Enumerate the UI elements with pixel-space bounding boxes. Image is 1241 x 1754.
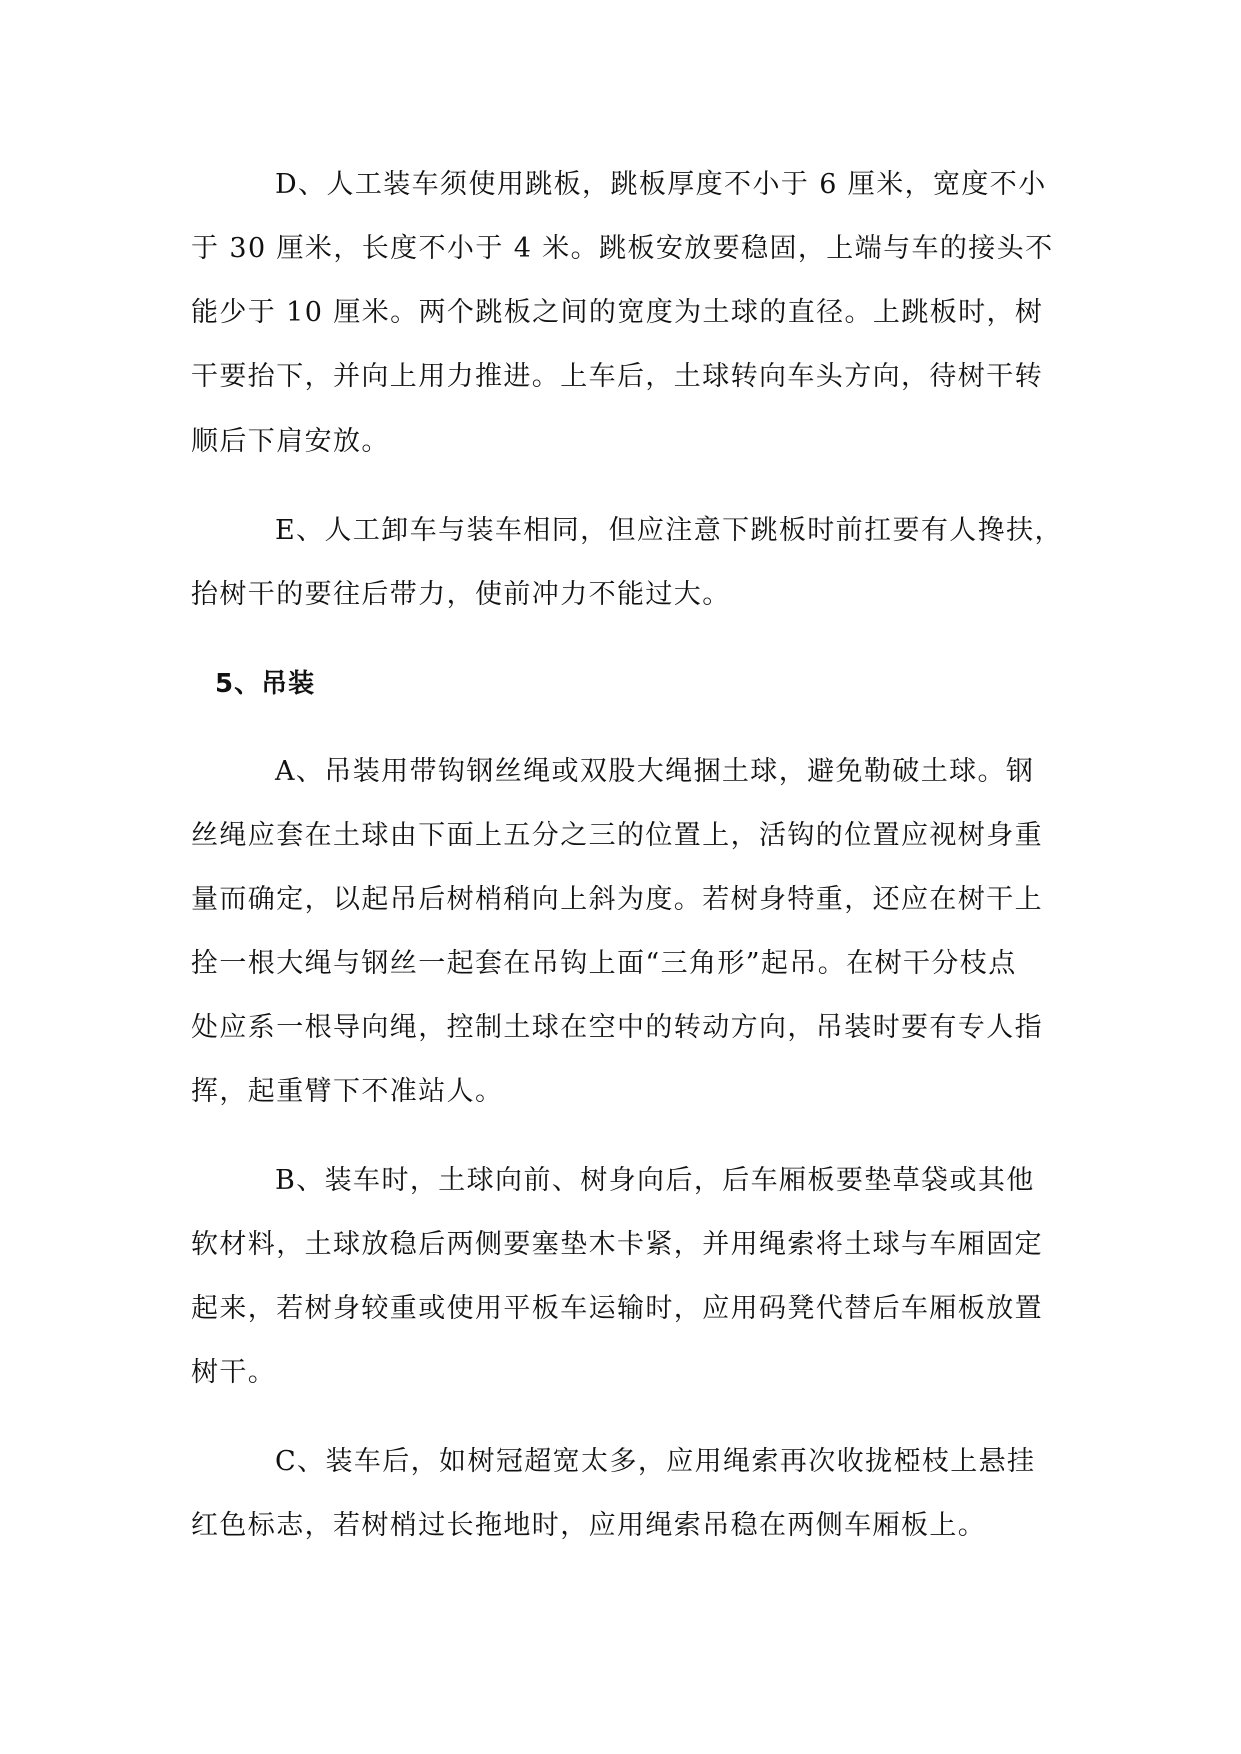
paragraph-line: 红色标志，若树梢过长拖地时，应用绳索吊稳在两侧车厢板上。 — [191, 1510, 987, 1541]
paragraph-line: 量而确定，以起吊后树梢稍向上斜为度。若树身特重，还应在树干上 — [191, 884, 1043, 915]
paragraph-line: E、人工卸车与装车相同，但应注意下跳板时前扛要有人搀扶， — [275, 515, 1063, 546]
paragraph-line: 干要抬下，并向上用力推进。上车后，土球转向车头方向，待树干转 — [191, 361, 1043, 392]
paragraph-line: 顺后下肩安放。 — [191, 426, 390, 457]
section-heading: 5、吊装 — [215, 669, 316, 699]
paragraph-line: 于 30 厘米，长度不小于 4 米。跳板安放要稳固，上端与车的接头不 — [191, 233, 1054, 264]
paragraph-line: 挥，起重臂下不准站人。 — [191, 1076, 504, 1107]
paragraph-line: 起来，若树身较重或使用平板车运输时，应用码凳代替后车厢板放置 — [191, 1293, 1043, 1324]
paragraph-line: 软材料，土球放稳后两侧要塞垫木卡紧，并用绳索将土球与车厢固定 — [191, 1229, 1043, 1260]
paragraph-line: 丝绳应套在土球由下面上五分之三的位置上，活钩的位置应视树身重 — [191, 820, 1043, 851]
paragraph-line: C、装车后，如树冠超宽太多，应用绳索再次收拢椏枝上悬挂 — [275, 1446, 1036, 1477]
paragraph-line: 拴一根大绳与钢丝一起套在吊钩上面“三角形”起吊。在树干分枝点 — [191, 948, 1017, 979]
paragraph-line: 抬树干的要往后带力，使前冲力不能过大。 — [191, 579, 731, 610]
paragraph-line: B、装车时，土球向前、树身向后，后车厢板要垫草袋或其他 — [275, 1165, 1035, 1196]
paragraph-line: A、吊装用带钩钢丝绳或双股大绳捆土球，避免勒破土球。钢 — [275, 756, 1035, 787]
paragraph-line: D、人工装车须使用跳板，跳板厚度不小于 6 厘米，宽度不小 — [275, 169, 1047, 200]
paragraph-line: 树干。 — [191, 1357, 277, 1388]
paragraph-line: 处应系一根导向绳，控制土球在空中的转动方向，吊装时要有专人指 — [191, 1012, 1043, 1043]
paragraph-line: 能少于 10 厘米。两个跳板之间的宽度为土球的直径。上跳板时，树 — [191, 297, 1044, 328]
